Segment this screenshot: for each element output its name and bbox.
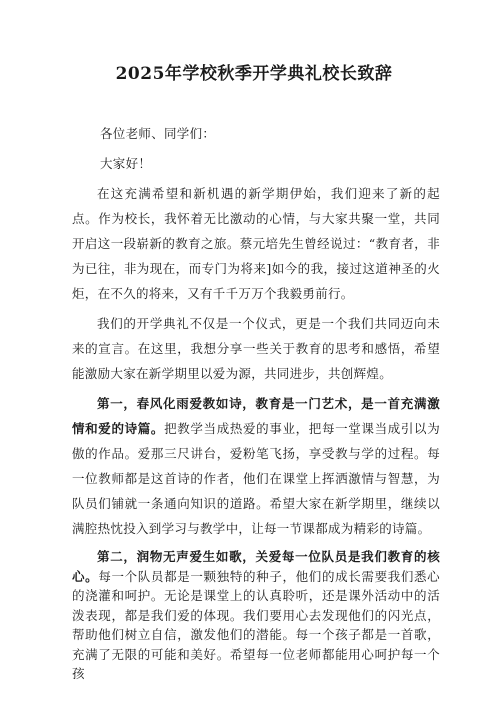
document-title: 2025年学校秋季开学典礼校长致辞: [115, 64, 393, 84]
paragraph-2-text: 我们的开学典礼不仅是一个仪式，更是一个我们共同迈向未来的宣言。在这里，我想分享一些关于教育的思考和感悟，希望能激励大家在新学期里以爱为源，共同进步，共创辉煌。: [72, 316, 440, 381]
paragraph-1: [72, 181, 440, 306]
paragraph-1-text: 在这充满希望和新机遇的新学期伊始，我们迎来了新的起点。作为校长，我怀着无比激动的心情，与大家共聚一堂，共同开启这一段崭新的教育之旅。蔡元培先生曾经说过：“教育者，非为已往，非为现在，而专门为将来]如今的我，接过这道神圣的火炬，在不久的将来，又有千千万万个我毅勇前行。: [72, 186, 440, 301]
paragraph-3: [72, 391, 440, 541]
paragraph-4-lead: 第二，润物无声爱生如歌，关爱每一位队员是我们教育的核心。: [72, 549, 440, 584]
paragraph-4: [72, 547, 440, 684]
paragraph-3-text: 把教学当成热爱的事业，把每一堂课当成引以为傲的作品。爱那三尺讲台，爱粉笔飞扬，享受教与学的过程。每一位教师都是这首诗的作者，他们在课堂上挥洒激情与智慧，为队员们铺就一条通向知识的道路。希望大家在新学期里，继续以满腔热忱投入到学习与教学中，让每一节课都成为精彩的诗篇。: [72, 421, 440, 536]
greeting: 大家好！: [100, 156, 152, 171]
paragraph-2: [72, 311, 440, 386]
paragraph-3-lead: 第一，春风化雨爱教如诗，教育是一门艺术，是一首充满激情和爱的诗篇。: [72, 396, 440, 436]
paragraph-4-text: 每一个队员都是一颗独特的种子，他们的成长需要我们悉心的浇灌和呵护。无论是课堂上的认真聆听，还是课外活动中的活泼表现，都是我们爱的体现。我们要用心去发现他们的闪光点，帮助他们树立自信，激发他们的潜能。每一个孩子都是一首歌，充满了无限的可能和美好。希望每一位老师都能用心呵护每一个孩: [72, 568, 440, 681]
salutation: 各位老师、同学们：: [100, 126, 216, 141]
